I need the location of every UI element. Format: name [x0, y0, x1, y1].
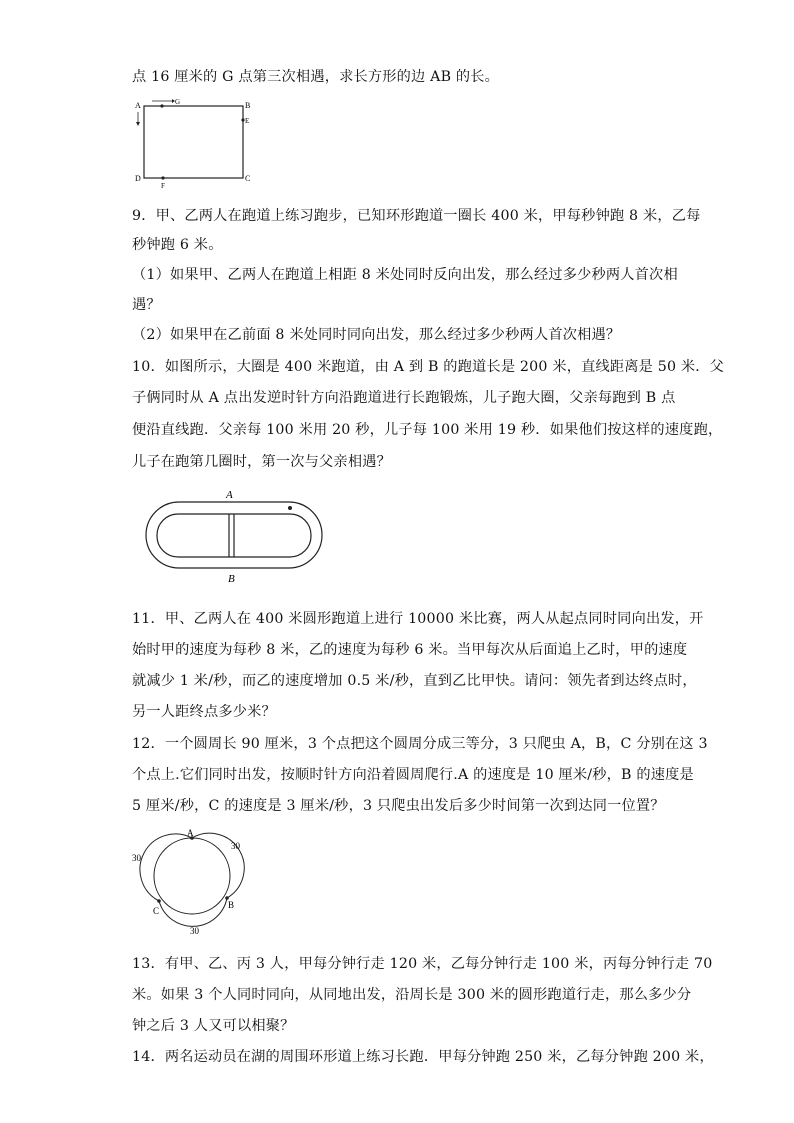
text-line: 就减少 1 米/秒，而乙的速度增加 0.5 米/秒，直到乙比甲快。请问：领先者到达终点时， — [132, 673, 697, 689]
text-line: 5 厘米/秒，C 的速度是 3 厘米/秒，3 只爬虫出发后多少时间第一次到达同一位置？ — [132, 798, 665, 814]
text-line: 钟之后 3 人又可以相聚？ — [132, 1018, 295, 1034]
circle-diagram — [128, 826, 248, 938]
track-diagram — [140, 486, 330, 586]
text-line: 13．有甲、乙、丙 3 人，甲每分钟行走 120 米，乙每分钟行走 100 米，丙每分钟行走 70 — [132, 956, 713, 972]
text-line: 14．两名运动员在湖的周围环形道上练习长跑．甲每分钟跑 250 米，乙每分钟跑 200 米， — [132, 1049, 714, 1065]
label-a: A — [226, 489, 233, 501]
rectangle-diagram — [130, 96, 260, 192]
start-point — [288, 506, 292, 510]
label-a: A — [135, 101, 141, 110]
arc-label-right: 30 — [231, 841, 240, 851]
text-line: 点 16 厘米的 G 点第三次相遇，求长方形的边 AB 的长。 — [132, 69, 500, 85]
point-g — [160, 104, 163, 107]
point-e — [241, 118, 244, 121]
text-line: 9．甲、乙两人在跑道上练习跑步，已知环形跑道一圈长 400 米，甲每秒钟跑 8 米，乙每 — [132, 208, 701, 224]
point-c — [157, 899, 161, 903]
label-e: E — [245, 117, 250, 125]
label-c: C — [245, 174, 251, 183]
label-d: D — [135, 174, 141, 183]
text-line: 子俩同时从 A 点出发逆时针方向沿跑道进行长跑锻炼，儿子跑大圈，父亲每跑到 B 点 — [132, 390, 676, 406]
label-b: B — [245, 101, 251, 110]
label-b: B — [228, 573, 235, 585]
label-c: C — [153, 906, 160, 916]
label-g: G — [175, 98, 181, 106]
text-line: （1）如果甲、乙两人在跑道上相距 8 米处同时反向出发，那么经过多少秒两人首次相 — [132, 267, 678, 283]
point-f — [161, 176, 164, 179]
text-line: 10．如图所示，大圈是 400 米跑道，由 A 到 B 的跑道长是 200 米，直线距离是 50 米．父 — [132, 359, 725, 375]
text-line: 儿子在跑第几圈时，第一次与父亲相遇？ — [132, 454, 391, 470]
text-line: 11．甲、乙两人在 400 米圆形跑道上进行 10000 米比赛，两人从起点同时同向出发，开 — [132, 611, 704, 627]
text-line: 米。如果 3 个人同时同向，从同地出发，沿周长是 300 米的圆形跑道行走，那么多少分 — [132, 987, 692, 1003]
text-line: 个点上.它们同时出发，按顺时针方向沿着圆周爬行.A 的速度是 10 厘米/秒，B 的速度是 — [132, 767, 694, 783]
text-line: 另一人距终点多少米？ — [132, 704, 276, 720]
arc-label-bottom: 30 — [190, 926, 199, 936]
text-line: 12．一个圆周长 90 厘米，3 个点把这个圆周分成三等分，3 只爬虫 A，B，C 分别在这 3 — [132, 736, 708, 752]
label-b: B — [228, 900, 235, 910]
label-a: A — [187, 828, 194, 838]
text-line: （2）如果甲在乙前面 8 米处同时同向出发，那么经过多少秒两人首次相遇？ — [132, 327, 621, 343]
label-f: F — [161, 182, 165, 190]
text-line: 秒钟跑 6 米。 — [132, 237, 223, 253]
text-line: 便沿直线跑．父亲每 100 米用 20 秒，儿子每 100 米用 19 秒．如果他们按这样的速度跑， — [132, 422, 723, 438]
text-line: 始时甲的速度为每秒 8 米，乙的速度为每秒 6 米。当甲每次从后面追上乙时，甲的速度 — [132, 642, 688, 658]
arc-label-left: 30 — [132, 853, 141, 863]
text-line: 遇？ — [132, 297, 161, 313]
